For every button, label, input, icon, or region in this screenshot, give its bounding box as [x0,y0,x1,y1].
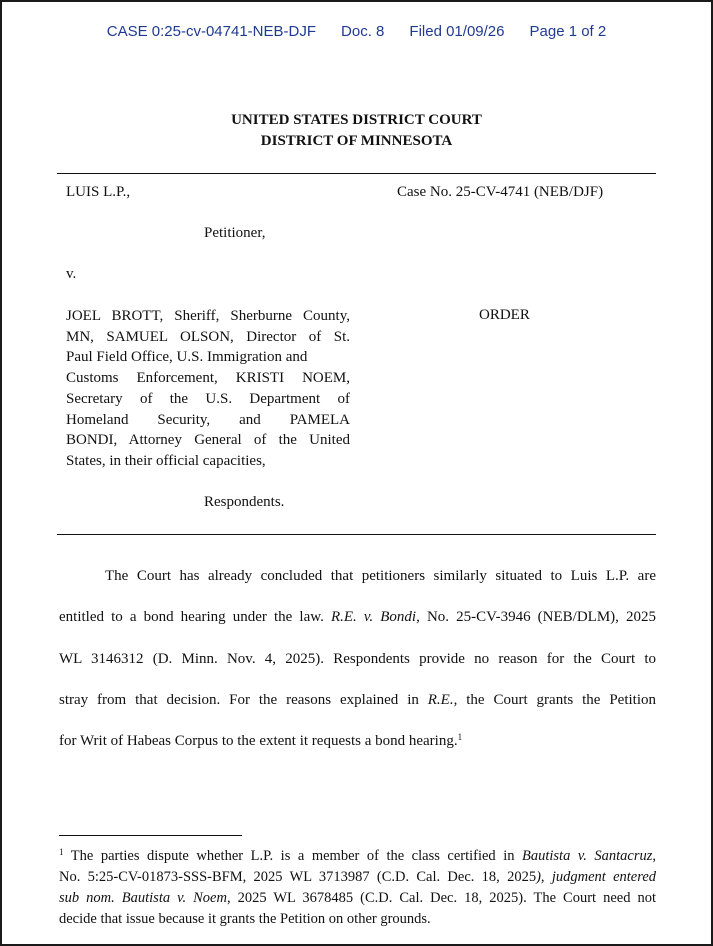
case-citation: R.E. [427,691,454,708]
caption-top-rule [57,173,656,174]
body-line: WL 3146312 (D. Minn. Nov. 4, 2025). Respondents provide no reason for the Court to [59,650,656,667]
body-line [59,721,656,762]
respondents-line: MN, SAMUEL OLSON, Director of St. [66,328,350,345]
body-text: entitled to a bond hearing under the law. [59,609,331,626]
body-line [59,680,656,721]
order-body [59,556,656,762]
respondents-line: BONDI, Attorney General of the United [66,432,350,449]
footnote-text: , 2025 WL 3678485 (C.D. Cal. Dec. 18, 2025). The Court need not [226,890,656,906]
body-text: , No. 25-CV-3946 (NEB/DLM), 2025 [416,609,656,626]
footnote-text: No. 5:25-CV-01873-SSS-BFM, 2025 WL 3713987 (C.D. Cal. Dec. 18, 2025 [59,869,537,885]
footnote-text: , [652,848,656,864]
respondents-line: Paul Field Office, U.S. Immigration and [66,349,308,366]
versus-label: v. [66,266,77,282]
case-citation: R.E. v. Bondi [330,609,417,626]
footnote-line [59,867,656,888]
case-citation: Bautista v. Santacruz [522,848,653,864]
footnote-italic-text: ), judgment entered [536,869,657,885]
petitioner-label: Petitioner, [204,225,266,241]
footnote-reference[interactable]: 1 [457,732,463,743]
footnote-separator [59,835,242,836]
court-name: UNITED STATES DISTRICT COURT [231,112,482,128]
stamp-doc-number: Doc. 8 [341,23,385,40]
footnote-line [59,846,656,867]
stamp-filed-date: Filed 01/09/26 [409,23,505,40]
respondents-line: Homeland Security, and PAMELA [66,411,350,428]
case-number: Case No. 25-CV-4741 (NEB/DJF) [397,184,604,200]
respondents-line: JOEL BROTT, Sheriff, Sherburne County, [66,308,350,324]
body-text: , the Court grants the Petition [453,691,656,708]
footnote-line [59,888,656,909]
footnote [59,846,656,930]
respondents-label: Respondents. [204,494,285,510]
body-text: stray from that decision. For the reasons explained in [59,691,428,708]
caption-bottom-rule [57,534,656,535]
ecf-header-stamp [2,23,711,40]
case-citation: sub nom. Bautista v. Noem [59,890,227,906]
stamp-case-number: CASE 0:25-cv-04741-NEB-DJF [106,23,317,40]
body-line: The Court has already concluded that petitioners similarly situated to Luis L.P. are [105,568,656,584]
respondents-list [66,306,350,472]
footnote-mark: 1 [59,847,64,857]
respondents-line: States, in their official capacities, [66,452,266,469]
respondents-line: Customs Enforcement, KRISTI NOEM, [66,370,350,387]
document-title: ORDER [479,307,530,323]
footnote-line: decide that issue because it grants the Petition on other grounds. [59,911,431,927]
body-text: for Writ of Habeas Corpus to the extent it requests a bond hearing. [59,733,458,750]
petitioner-name: LUIS L.P., [66,184,131,200]
respondents-line: Secretary of the U.S. Department of [66,390,350,407]
stamp-page-count: Page 1 of 2 [529,23,607,40]
court-district: DISTRICT OF MINNESOTA [260,133,453,149]
body-line [59,597,656,638]
court-heading [2,110,711,152]
footnote-text: The parties dispute whether L.P. is a member of the class certified in [63,848,522,864]
